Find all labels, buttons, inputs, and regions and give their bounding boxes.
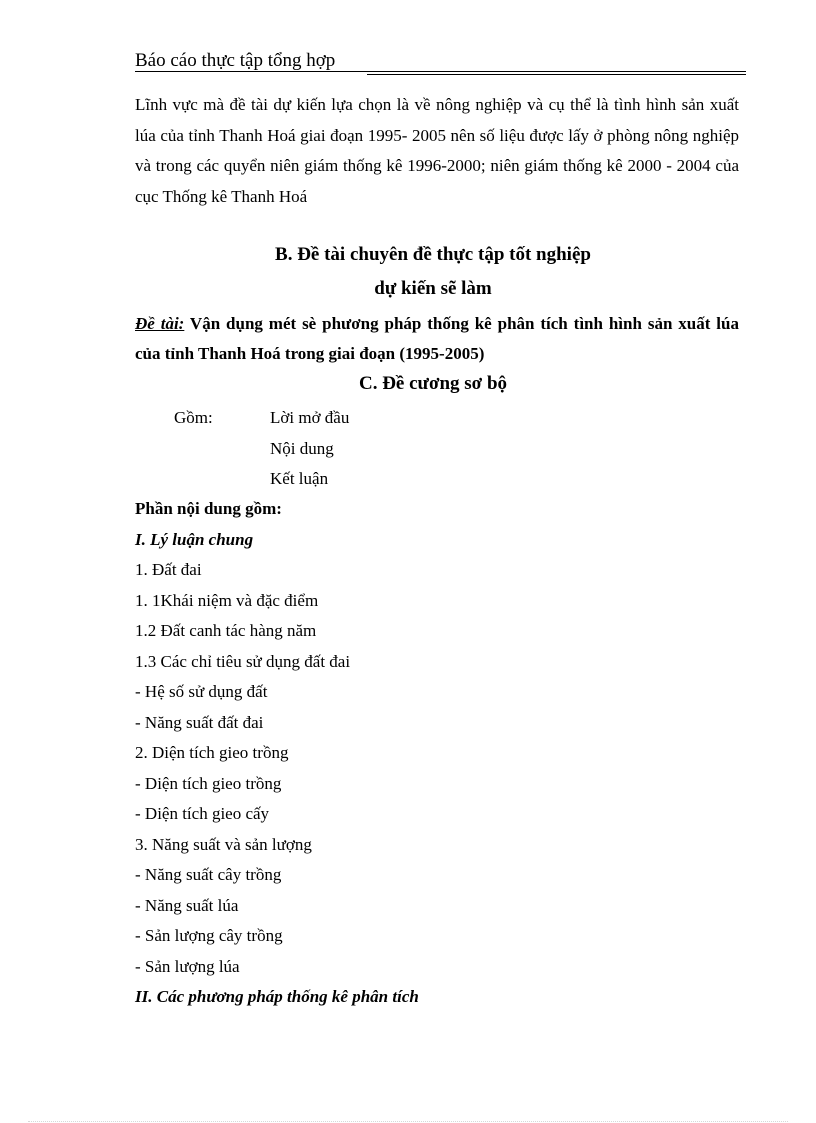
header-rule xyxy=(135,71,746,72)
section-b-line-1: B. Đề tài chuyên đề thực tập tốt nghiệp xyxy=(275,244,591,265)
outline-line: - Năng suất cây trồng xyxy=(135,865,282,884)
outline-line: 1.3 Các chỉ tiêu sử dụng đất đai xyxy=(135,651,351,671)
outline-line: 3. Năng suất và sản lượng xyxy=(135,834,312,854)
outline-items xyxy=(270,403,470,495)
outline-line: 1. 1Khái niệm và đặc điểm xyxy=(135,590,319,610)
header-rule-double xyxy=(367,74,746,75)
intro-paragraph: Lĩnh vực mà đề tài dự kiến lựa chọn là về nông nghiệp và cụ thể là tình hình sản xuất lúa của tỉnh Thanh Hoá giai đoạn 1995- 2005 nên số liệu được lấy ở phòng nông nghiệp và trong các quyển niên giám thống kê 1996-2000; niên giám thống kê 2000 - 2004 của cục Thống kê Thanh Hoá xyxy=(135,95,739,207)
content-heading: Phần nội dung gồm: xyxy=(135,499,282,518)
topic-statement xyxy=(135,309,739,369)
section-c-heading: C. Đề cương sơ bộ xyxy=(358,373,508,394)
outline-item: Kết luận xyxy=(270,469,329,488)
section-b-heading xyxy=(135,238,731,306)
part-2-title: II. Các phương pháp thống kê phân tích xyxy=(135,987,419,1006)
outline-line: 2. Diện tích gieo trồng xyxy=(135,743,289,762)
outline-label: Gồm: xyxy=(174,408,213,427)
topic-text: Vận dụng mét sè phương pháp thống kê phân tích tình hình sản xuất lúa của tỉnh Thanh Hoá trong giai đoạn (1995-2005) xyxy=(135,314,739,363)
outline-item: Nội dung xyxy=(270,438,334,458)
outline-line: - Diện tích gieo cấy xyxy=(135,804,270,823)
header-title: Báo cáo thực tập tổng hợp xyxy=(135,50,336,71)
page-header xyxy=(135,50,746,74)
outline-line: 1.2 Đất canh tác hàng năm xyxy=(135,621,317,640)
outline-item: Lời mở đầu xyxy=(270,408,350,427)
section-b-line-2: dự kiến sẽ làm xyxy=(374,278,492,299)
page-bottom-divider xyxy=(28,1121,788,1122)
outline-line: - Sản lượng cây trồng xyxy=(135,926,283,945)
outline-line: - Năng suất đất đai xyxy=(135,712,264,732)
outline-line: - Diện tích gieo trồng xyxy=(135,773,282,793)
topic-label: Đề tài: xyxy=(135,314,185,333)
part-1-title: I. Lý luận chung xyxy=(135,529,254,549)
outline-line: - Sản lượng lúa xyxy=(135,956,240,976)
outline-line: - Năng suất lúa xyxy=(135,895,239,915)
outline-line: - Hệ số sử dụng đất xyxy=(135,682,268,701)
outline-line: 1. Đất đai xyxy=(135,560,202,579)
content-outline xyxy=(135,494,739,1013)
